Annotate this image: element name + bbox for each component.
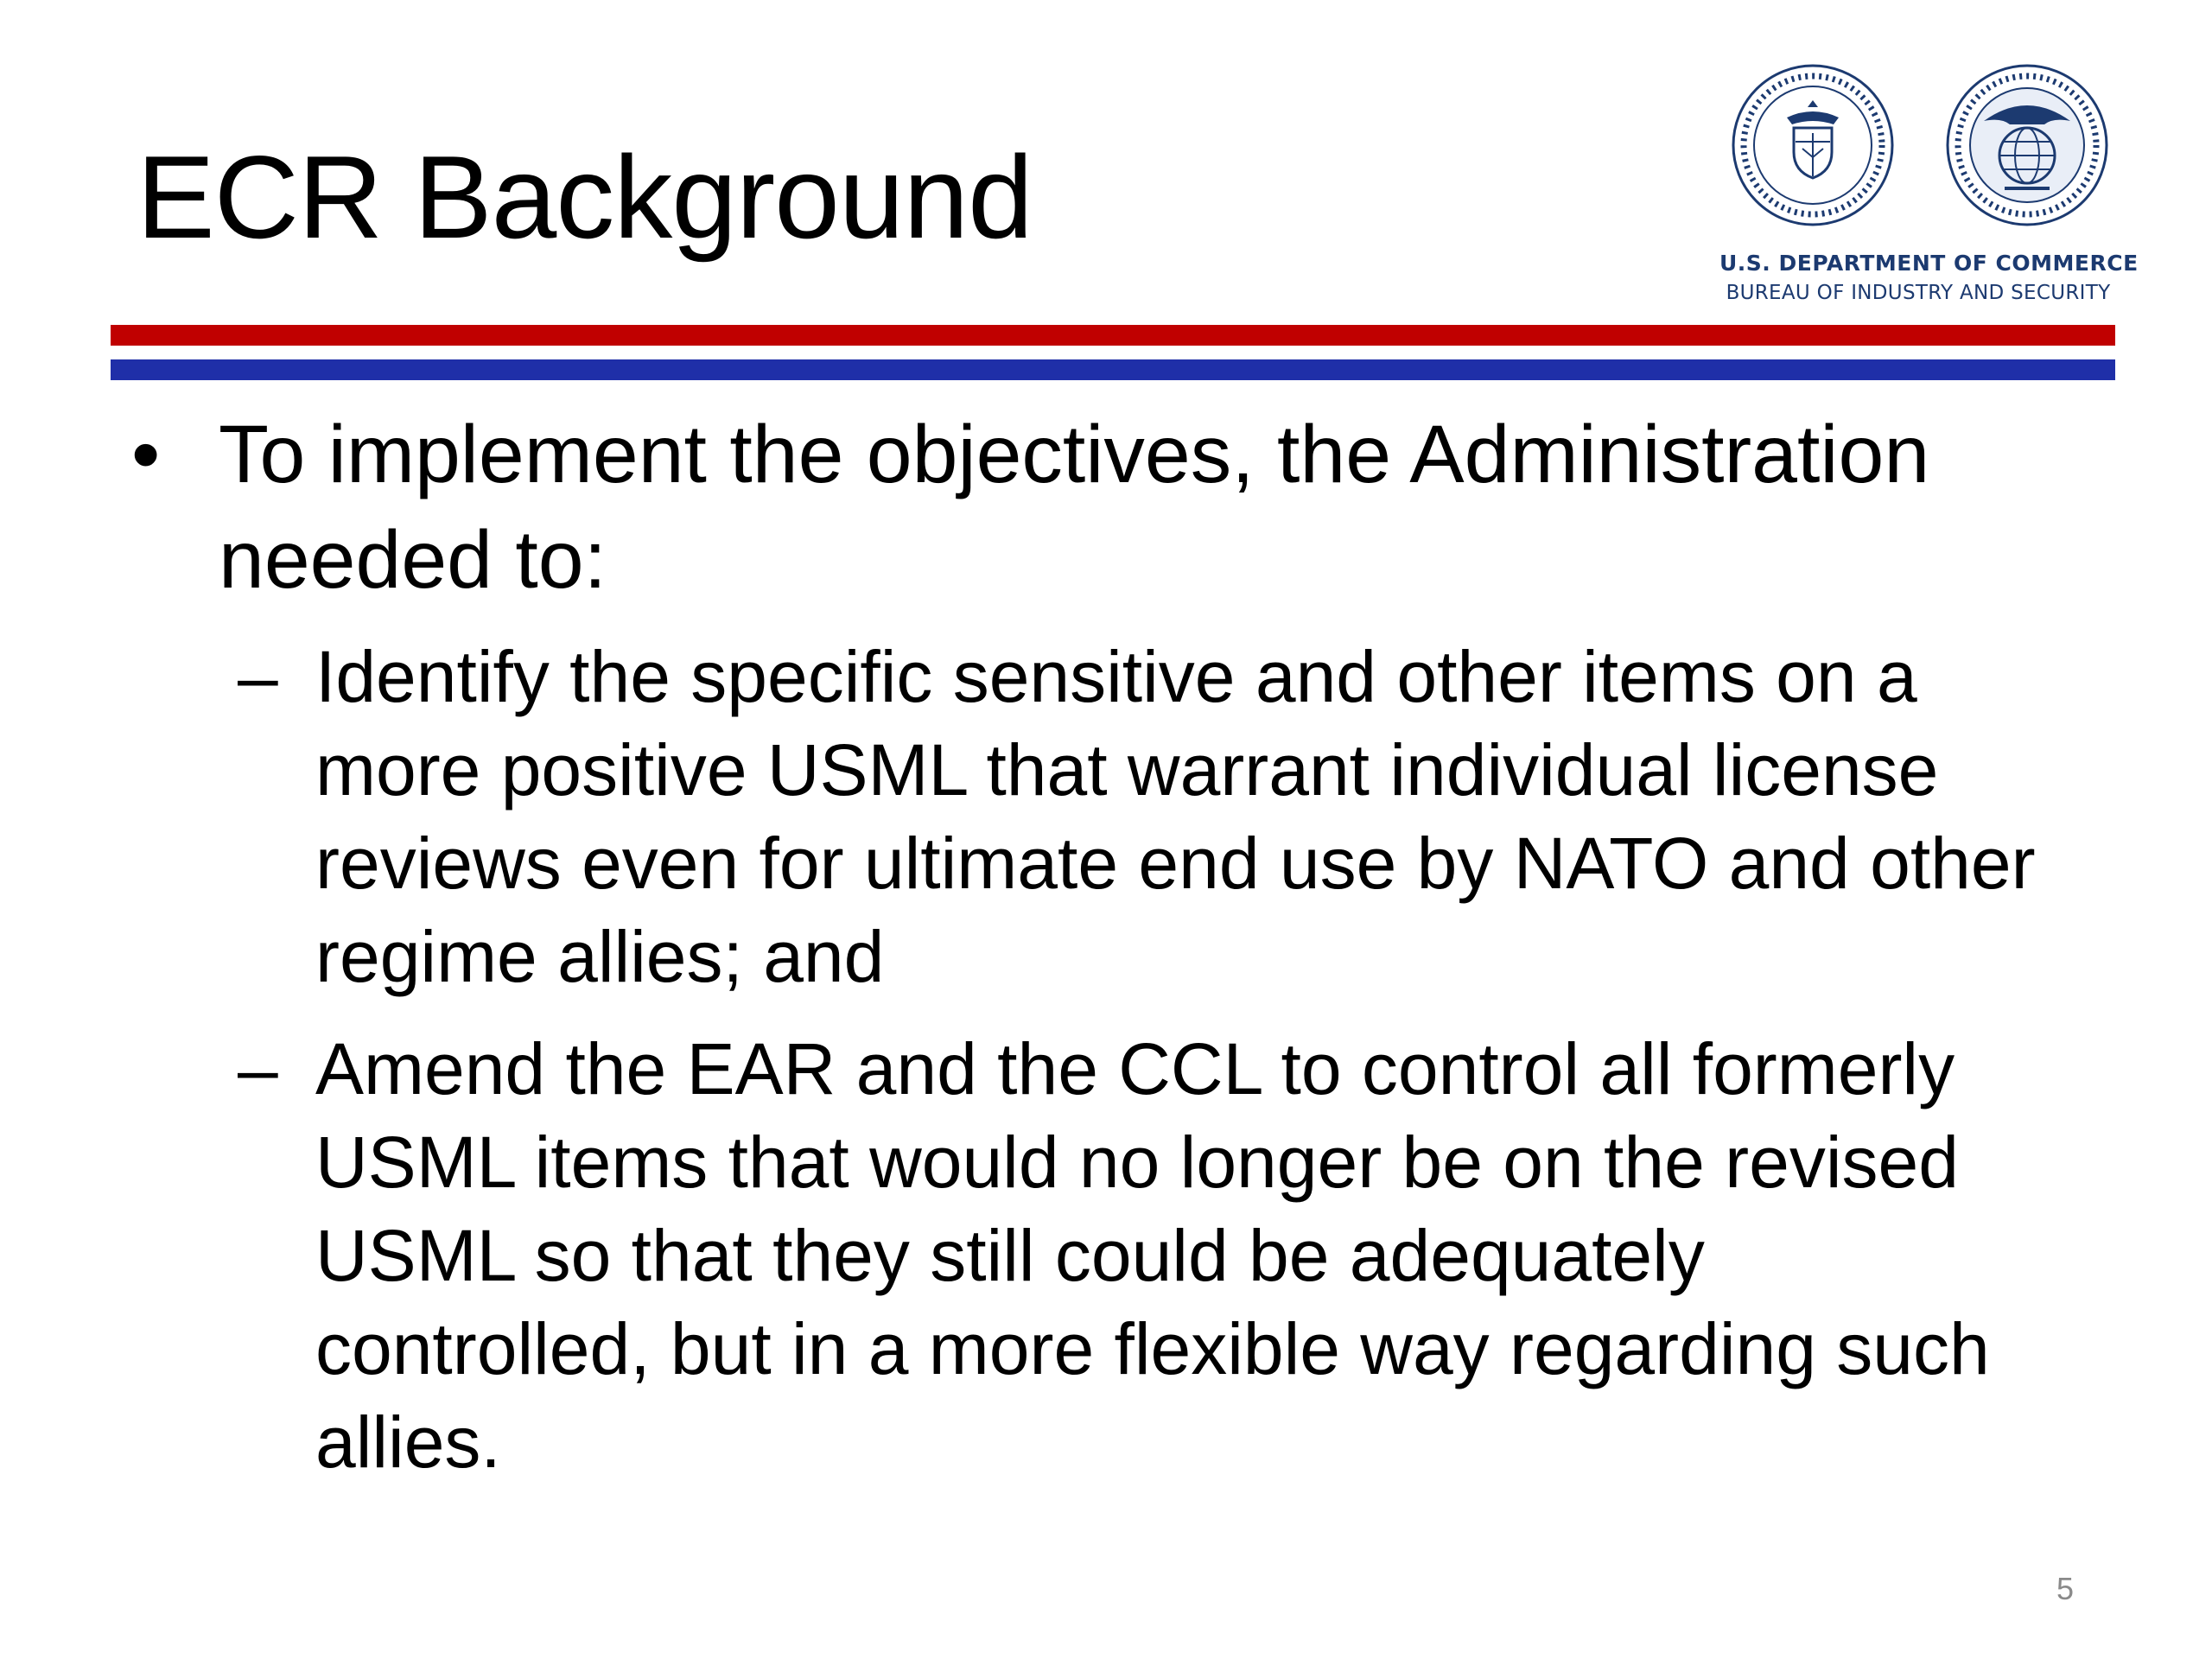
blue-divider <box>111 359 2115 380</box>
bullet-item <box>130 402 2117 613</box>
bullet-marker: • <box>131 409 161 500</box>
logo-bureau-text: BUREAU OF INDUSTRY AND SECURITY <box>1726 282 2111 304</box>
dash-marker: – <box>238 1028 278 1109</box>
bis-seal-icon <box>1948 66 2107 225</box>
commerce-seal-icon <box>1733 66 1892 225</box>
sub-bullet-text: Amend the EAR and the CCL to control all formerly USML items that would no longer be on the revised USML so that they still could be adequately controlled, but in a more flexible way regarding such allies. <box>315 1028 1990 1483</box>
sub-bullet-item <box>130 630 2048 1003</box>
seals <box>1726 59 2115 232</box>
sub-bullet-item <box>130 1022 2048 1489</box>
sub-bullet-text: Identify the specific sensitive and other items on a more positive USML that warrant individual license reviews even for ultimate end use by NATO and other regime allies; and <box>315 636 2036 997</box>
slide-body <box>130 402 2117 1508</box>
page-number: 5 <box>2056 1571 2075 1606</box>
slide-title: ECR Background <box>137 131 1033 263</box>
logo-department-text: U.S. DEPARTMENT OF COMMERCE <box>1719 251 2139 276</box>
commerce-seals-icon <box>1726 59 2115 232</box>
red-divider <box>111 325 2115 346</box>
agency-logo <box>1719 50 2139 318</box>
bullet-text: To implement the objectives, the Administration needed to: <box>219 409 1930 606</box>
sub-bullet-list <box>130 630 2117 1489</box>
dash-marker: – <box>238 636 278 717</box>
